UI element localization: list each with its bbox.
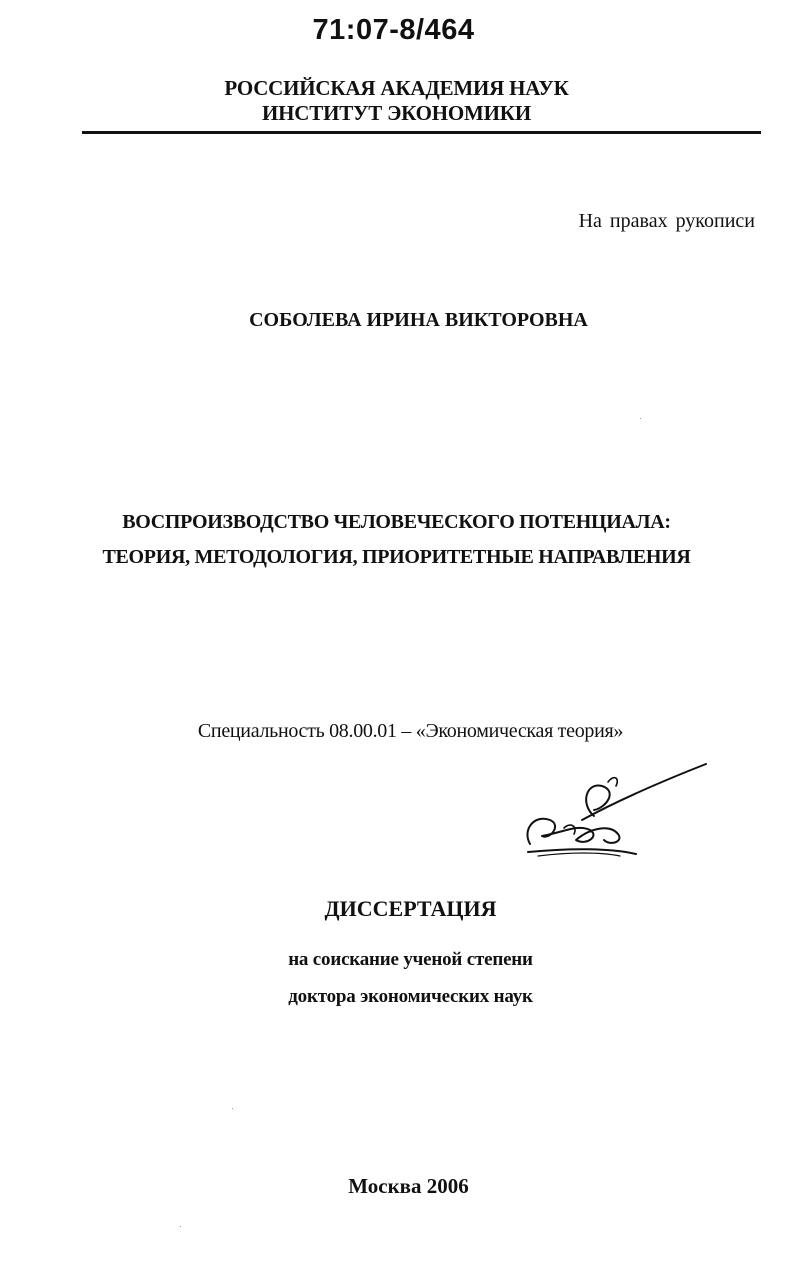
degree-line-2: доктора экономических наук — [288, 986, 533, 1007]
dissertation-title-line-1: ВОСПРОИЗВОДСТВО ЧЕЛОВЕЧЕСКОГО ПОТЕНЦИАЛА: — [122, 511, 671, 533]
scan-speck — [232, 1108, 233, 1109]
handwritten-signature — [520, 760, 710, 860]
manuscript-note: На правах рукописи — [578, 210, 755, 232]
header-rule — [82, 131, 761, 134]
organization-institute: ИНСТИТУТ ЭКОНОМИКИ — [262, 101, 531, 125]
document-type: ДИССЕРТАЦИЯ — [324, 896, 497, 921]
organization-academy: РОССИЙСКАЯ АКАДЕМИЯ НАУК — [224, 76, 569, 100]
author-name: СОБОЛЕВА ИРИНА ВИКТОРОВНА — [249, 309, 588, 331]
scan-speck — [640, 418, 641, 419]
specialty-line: Специальность 08.00.01 – «Экономическая теория» — [197, 720, 624, 742]
dissertation-title-line-2: ТЕОРИЯ, МЕТОДОЛОГИЯ, ПРИОРИТЕТНЫЕ НАПРАВЛЕНИЯ — [102, 546, 691, 568]
place-and-year: Москва 2006 — [348, 1174, 469, 1198]
degree-line-1: на соискание ученой степени — [288, 949, 533, 970]
call-number: 71:07-8/464 — [312, 14, 475, 46]
scan-speck — [180, 1226, 181, 1227]
